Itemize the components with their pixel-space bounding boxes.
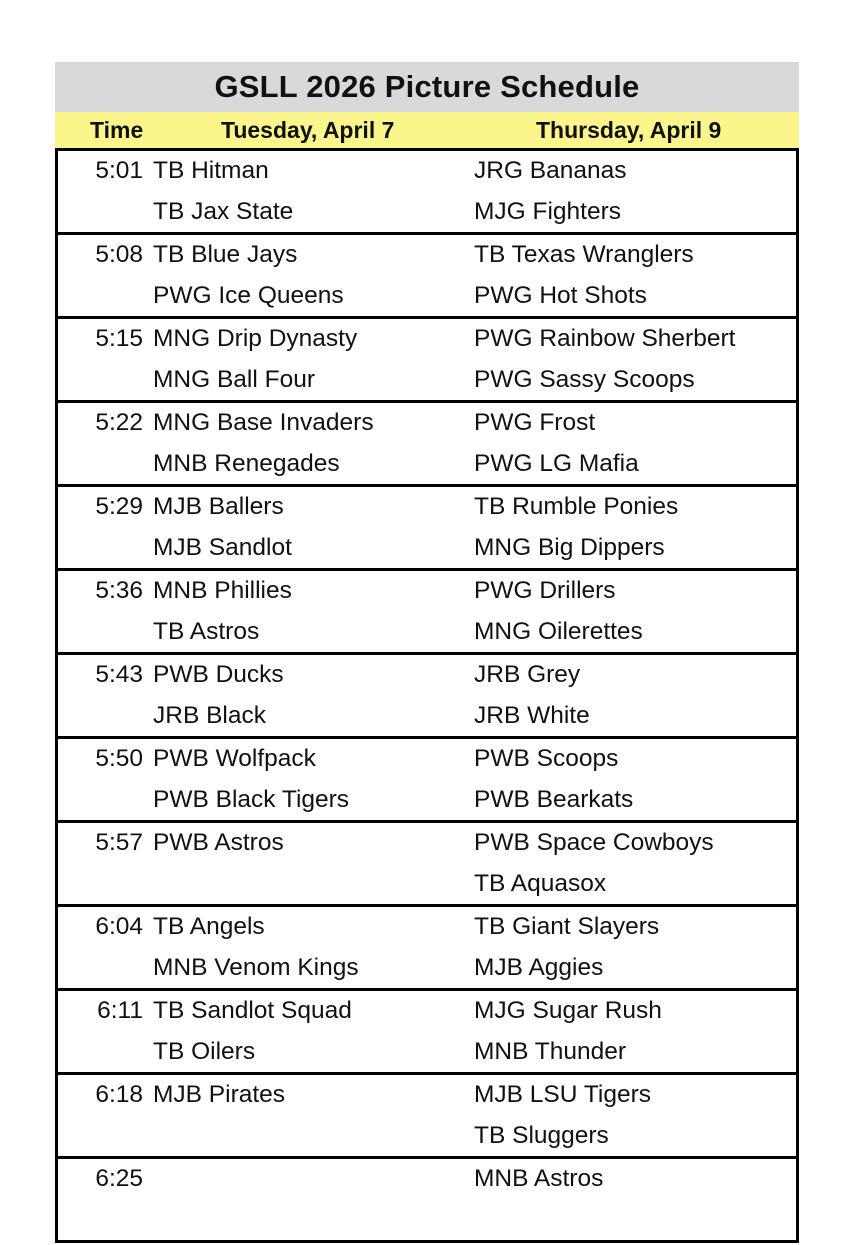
tuesday-team: PWB Ducks xyxy=(153,661,284,689)
slot-time: 5:50 xyxy=(95,745,143,773)
table-row xyxy=(58,276,796,317)
thursday-team: PWG Sassy Scoops xyxy=(474,365,695,393)
table-row xyxy=(58,1200,796,1241)
thursday-team: MJB LSU Tigers xyxy=(474,1081,651,1109)
tuesday-team: MNG Ball Four xyxy=(153,365,316,393)
thursday-team: TB Giant Slayers xyxy=(474,913,660,941)
thursday-team: PWB Space Cowboys xyxy=(474,829,714,857)
tuesday-team: MNB Venom Kings xyxy=(153,953,359,981)
table-row xyxy=(58,655,796,696)
time-slot-block xyxy=(58,235,796,319)
time-slot-block xyxy=(58,991,796,1075)
table-row xyxy=(58,864,796,905)
tuesday-team: MNB Renegades xyxy=(153,449,340,477)
schedule-title: GSLL 2026 Picture Schedule xyxy=(55,62,799,112)
slot-time: 6:04 xyxy=(95,913,143,941)
table-row xyxy=(58,403,796,444)
time-slot-block xyxy=(58,1075,796,1159)
table-row xyxy=(58,192,796,233)
table-row xyxy=(58,235,796,276)
thursday-team: MNB Astros xyxy=(474,1165,604,1193)
thursday-team: PWG LG Mafia xyxy=(474,449,639,477)
tuesday-team: TB Oilers xyxy=(153,1037,256,1065)
table-row xyxy=(58,151,796,192)
slot-time: 6:11 xyxy=(97,997,143,1025)
tuesday-team: TB Hitman xyxy=(153,157,269,185)
header-thursday: Thursday, April 9 xyxy=(536,116,722,143)
thursday-team: PWG Rainbow Sherbert xyxy=(474,325,736,353)
time-slot-block xyxy=(58,319,796,403)
table-row xyxy=(58,991,796,1032)
thursday-team: MNG Oilerettes xyxy=(474,617,643,645)
tuesday-team: TB Blue Jays xyxy=(153,241,298,269)
time-slot-block xyxy=(58,823,796,907)
table-row xyxy=(58,487,796,528)
thursday-team: JRB White xyxy=(474,701,590,729)
table-row xyxy=(58,780,796,821)
tuesday-team: TB Angels xyxy=(153,913,265,941)
time-slot-block xyxy=(58,403,796,487)
table-row xyxy=(58,948,796,989)
slot-time: 5:43 xyxy=(95,661,143,689)
table-row xyxy=(58,360,796,401)
time-slot-block xyxy=(58,487,796,571)
table-row xyxy=(58,319,796,360)
table-row xyxy=(58,528,796,569)
time-slot-block xyxy=(58,1159,796,1240)
table-row xyxy=(58,1159,796,1200)
thursday-team: PWB Scoops xyxy=(474,745,619,773)
time-slot-block xyxy=(58,907,796,991)
header-time: Time xyxy=(90,116,144,143)
slot-time: 5:08 xyxy=(95,241,143,269)
table-row xyxy=(58,571,796,612)
table-row xyxy=(58,1116,796,1157)
table-row xyxy=(58,739,796,780)
schedule-sheet xyxy=(55,62,799,1243)
tuesday-team: MJB Sandlot xyxy=(153,533,292,561)
thursday-team: PWB Bearkats xyxy=(474,785,634,813)
time-slot-block xyxy=(58,739,796,823)
tuesday-team: MJB Ballers xyxy=(153,493,284,521)
tuesday-team: TB Jax State xyxy=(153,197,294,225)
tuesday-team: PWB Astros xyxy=(153,829,284,857)
tuesday-team: MJB Pirates xyxy=(153,1081,286,1109)
table-row xyxy=(58,823,796,864)
thursday-team: TB Texas Wranglers xyxy=(474,241,694,269)
tuesday-team: PWG Ice Queens xyxy=(153,281,344,309)
thursday-team: MNB Thunder xyxy=(474,1037,627,1065)
header-tuesday: Tuesday, April 7 xyxy=(221,116,395,143)
slot-time: 6:25 xyxy=(95,1165,143,1193)
tuesday-team: TB Sandlot Squad xyxy=(153,997,352,1025)
thursday-team: TB Rumble Ponies xyxy=(474,493,679,521)
slot-time: 5:29 xyxy=(95,493,143,521)
thursday-team: JRB Grey xyxy=(474,661,581,689)
tuesday-team: JRB Black xyxy=(153,701,267,729)
table-row xyxy=(58,612,796,653)
thursday-team: TB Aquasox xyxy=(474,869,607,897)
thursday-team: MJB Aggies xyxy=(474,953,604,981)
thursday-team: PWG Hot Shots xyxy=(474,281,647,309)
thursday-team: MJG Sugar Rush xyxy=(474,997,662,1025)
thursday-team: PWG Frost xyxy=(474,409,596,437)
thursday-team: TB Sluggers xyxy=(474,1121,609,1149)
slot-time: 5:22 xyxy=(95,409,143,437)
time-slot-block xyxy=(58,571,796,655)
slot-time: 5:36 xyxy=(95,577,143,605)
slot-time: 5:15 xyxy=(95,325,143,353)
tuesday-team: PWB Wolfpack xyxy=(153,745,316,773)
thursday-team: PWG Drillers xyxy=(474,577,616,605)
thursday-team: MJG Fighters xyxy=(474,197,622,225)
slot-time: 6:18 xyxy=(95,1081,143,1109)
time-slot-block xyxy=(58,151,796,235)
tuesday-team: MNB Phillies xyxy=(153,577,292,605)
tuesday-team: PWB Black Tigers xyxy=(153,785,350,813)
tuesday-team: MNG Drip Dynasty xyxy=(153,325,358,353)
table-row xyxy=(58,1032,796,1073)
tuesday-team: TB Astros xyxy=(153,617,260,645)
thursday-team: JRG Bananas xyxy=(474,157,627,185)
slot-time: 5:57 xyxy=(95,829,143,857)
thursday-team: MNG Big Dippers xyxy=(474,533,665,561)
time-slot-block xyxy=(58,655,796,739)
table-row xyxy=(58,696,796,737)
slot-time: 5:01 xyxy=(95,157,143,185)
table-row xyxy=(58,444,796,485)
schedule-grid xyxy=(55,151,799,1243)
tuesday-team: MNG Base Invaders xyxy=(153,409,374,437)
table-row xyxy=(58,1075,796,1116)
column-header-row xyxy=(55,112,799,151)
table-row xyxy=(58,907,796,948)
